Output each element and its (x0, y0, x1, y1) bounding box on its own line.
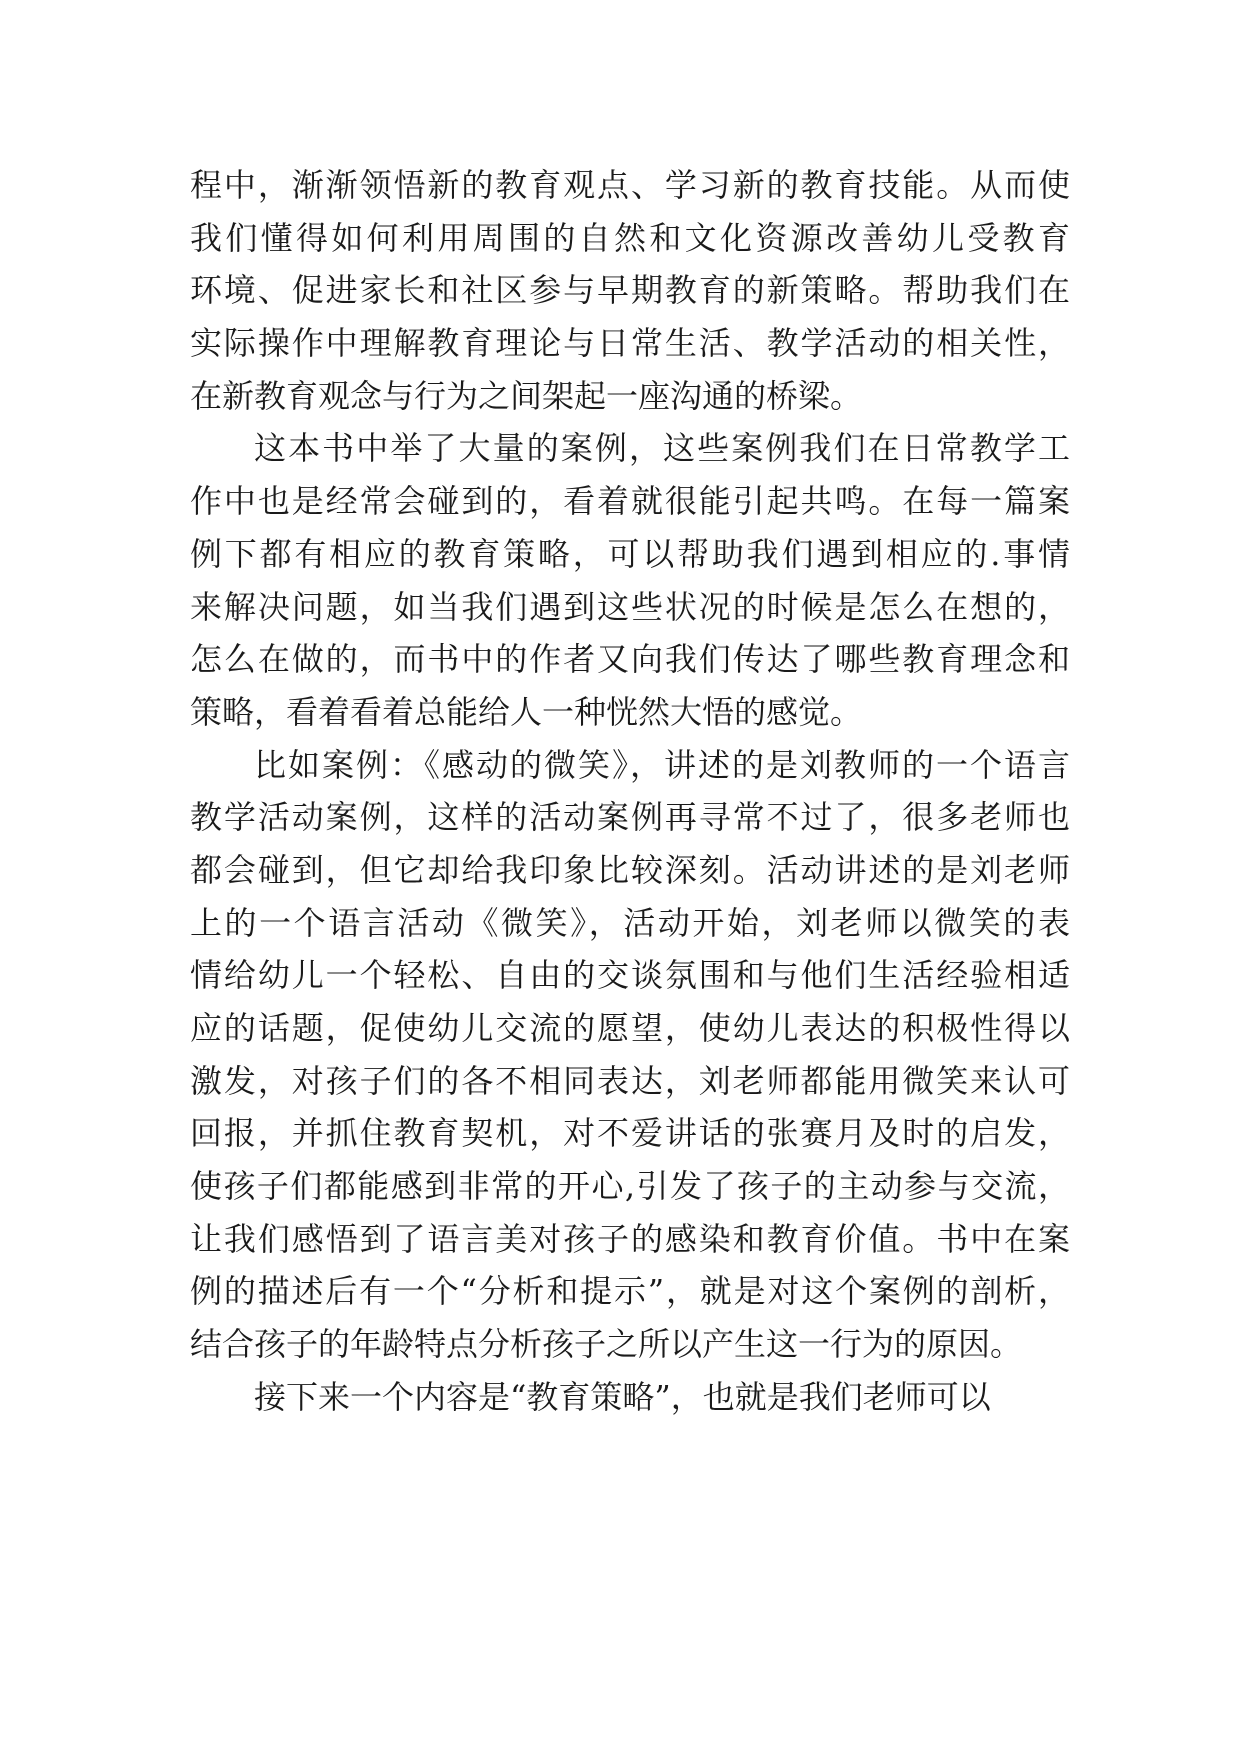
text-line: 环境、促进家长和社区参与早期教育的新策略。帮助我们在 (190, 271, 1070, 310)
text-line: 使孩子们都能感到非常的开心,引发了孩子的主动参与交流， (190, 1167, 1070, 1206)
text-line: 在新教育观念与行为之间架起一座沟通的桥梁。 (190, 376, 863, 415)
text-line: 回报，并抓住教育契机，对不爱讲话的张赛月及时的启发， (190, 1114, 1070, 1153)
text-line: 怎么在做的，而书中的作者又向我们传达了哪些教育理念和 (190, 640, 1070, 679)
text-line: 程中，渐渐领悟新的教育观点、学习新的教育技能。从而使 (190, 166, 1070, 204)
text-line: 我们懂得如何利用周围的自然和文化资源改善幼儿受教育 (190, 218, 1070, 257)
paragraph-start-line: 这本书中举了大量的案例，这些案例我们在日常教学工 (254, 429, 1070, 468)
text-line: 都会碰到，但它却给我印象比较深刻。活动讲述的是刘老师 (190, 850, 1070, 889)
paragraph-start-line: 接下来一个内容是“教育策略”，也就是我们老师可以 (254, 1377, 991, 1416)
text-line: 上的一个语言活动《微笑》，活动开始，刘老师以微笑的表 (190, 903, 1070, 942)
text-line: 情给幼儿一个轻松、自由的交谈氛围和与他们生活经验相适 (190, 956, 1070, 995)
text-line: 结合孩子的年龄特点分析孩子之所以产生这一行为的原因。 (190, 1325, 1023, 1364)
text-line: 应的话题，促使幼儿交流的愿望，使幼儿表达的积极性得以 (190, 1009, 1070, 1047)
text-line: 例的描述后有一个“分析和提示”，就是对这个案例的剖析， (190, 1272, 1070, 1311)
text-line: 策略，看着看着总能给人一种恍然大悟的感觉。 (190, 692, 863, 731)
text-line: 作中也是经常会碰到的，看着就很能引起共鸣。在每一篇案 (190, 482, 1070, 521)
text-line: 让我们感悟到了语言美对孩子的感染和教育价值。书中在案 (190, 1219, 1070, 1258)
text-line: 教学活动案例，这样的活动案例再寻常不过了，很多老师也 (190, 798, 1070, 837)
text-line: 来解决问题，如当我们遇到这些状况的时候是怎么在想的， (190, 587, 1070, 626)
text-line: 激发，对孩子们的各不相同表达，刘老师都能用微笑来认可 (190, 1061, 1070, 1100)
body-text (190, 159, 1070, 1424)
paragraph-start-line: 比如案例：《感动的微笑》，讲述的是刘教师的一个语言 (254, 745, 1070, 784)
text-line: 例下都有相应的教育策略，可以帮助我们遇到相应的.事情 (190, 534, 1070, 573)
text-line: 实际操作中理解教育理论与日常生活、教学活动的相关性， (190, 324, 1070, 363)
